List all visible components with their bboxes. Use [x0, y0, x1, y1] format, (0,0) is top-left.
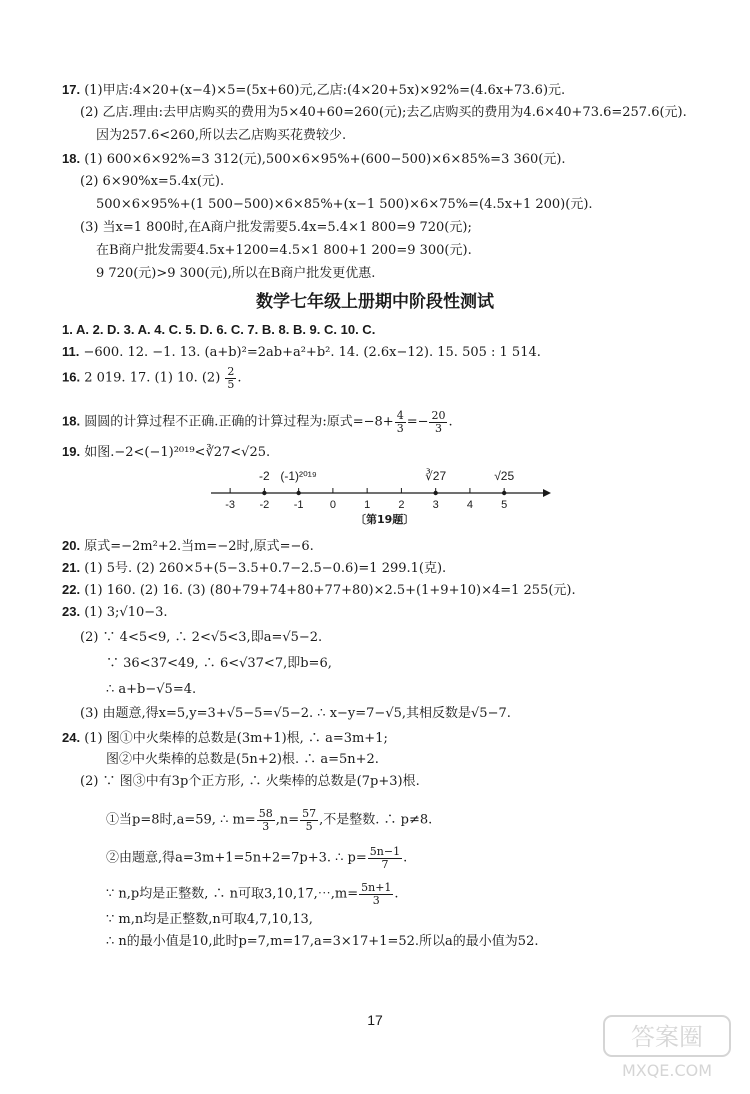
watermark-text: 答案圈	[631, 1023, 703, 1051]
number-line-tick-label: 5	[501, 499, 508, 511]
number-line-tick-label: 2	[398, 499, 405, 511]
answer-19: 19. 如图.−2<(−1)²⁰¹⁹<∛27<√25.	[62, 444, 271, 460]
answer-23-1: 23. (1) 3;√10−3.	[62, 604, 168, 620]
watermark-logo-icon	[602, 1014, 732, 1082]
answer-17-1: 17. (1)甲店:4×20+(x−4)×5=(5x+60)元,乙店:(4×20+5x)×92%=(4.6x+73.6)元.	[62, 82, 566, 98]
answer-24-2-a: ①当p=8时,a=59, ∴ m= $\frac{58}{3}$ ,n= $\frac{57}{5}$ ,不是整数. ∴ p≠8.	[106, 807, 433, 833]
answer-23-2-b: ∵ 36<37<49, ∴ 6<√37<7,即b=6,	[106, 656, 332, 671]
section-title: 数学七年级上册期中阶段性测试	[256, 292, 494, 312]
fraction-2-5: $\frac{2}{5}$	[227, 365, 235, 391]
answer-24-1-b: 图②中火柴棒的总数是(5n+2)根. ∴ a=5n+2.	[106, 752, 379, 767]
number-line-tick-label: -3	[225, 499, 236, 511]
number-line-point-label: √25	[494, 469, 515, 483]
answer-24-2-e: ∴ n的最小值是10,此时p=7,m=17,a=3×17+1=52.所以a的最小值为52.	[106, 934, 539, 949]
answer-21: 21. (1) 5号. (2) 260×5+(5−3.5+0.7−2.5−0.6)=1 299.1(克).	[62, 560, 447, 576]
answers-16-17: 16. 2 019. 17. (1) 10. (2) $\frac{2}{5}$ .	[62, 365, 242, 391]
arrow-head-icon	[543, 489, 551, 497]
number-line-point	[502, 491, 506, 495]
answer-23-2-c: ∴ a+b−√5=4.	[106, 682, 197, 697]
number-line-tick-label: 0	[329, 499, 336, 511]
answer-24-2-c: ∵ n,p均是正整数, ∴ n可取3,10,17,⋯,m= $\frac{5n+1}{3}$ .	[106, 881, 399, 907]
answer-23-3: (3) 由题意,得x=5,y=3+√5−5=√5−2. ∴ x−y=7−√5,其相反数是√5−7.	[80, 706, 511, 721]
answer-17-2: (2) 乙店.理由:去甲店购买的费用为5×40+60=260(元);去乙店购买的费用为4.6×40+73.6=257.6(元).	[80, 105, 687, 120]
number-line-point	[296, 491, 300, 495]
answer-24-2: (2) ∵ 图③中有3p个正方形, ∴ 火柴棒的总数是(7p+3)根.	[80, 774, 420, 789]
number-line-point-label: (-1)²⁰¹⁹	[280, 469, 317, 483]
answer-20: 20. 原式=−2m²+2.当m=−2时,原式=−6.	[62, 538, 314, 554]
figure-caption: 〔第19题〕	[355, 513, 415, 526]
answer-24-2-b: ②由题意,得a=3m+1=5n+2=7p+3. ∴ p= $\frac{5n-1}{7}$ .	[106, 845, 408, 871]
answer-18-2: (2) 6×90%x=5.4x(元).	[80, 174, 225, 189]
answer-17-2-cont: 因为257.6<260,所以去乙店购买花费较少.	[96, 128, 347, 143]
watermark-site: MXQE.COM	[621, 1061, 713, 1080]
number-line-point	[433, 491, 437, 495]
answer-24-2-d: ∵ m,n均是正整数,n可取4,7,10,13,	[106, 912, 313, 927]
answer-18-3-cont: 在B商户批发需要4.5x+1200=4.5×1 800+1 200=9 300(元).	[96, 243, 472, 258]
answer-18-mid: 18. 圆圆的计算过程不正确.正确的计算过程为:原式=−8+ $\frac{4}{3}$ =− $\frac{20}{3}$ .	[62, 409, 453, 435]
answer-24-1: 24. (1) 图①中火柴棒的总数是(3m+1)根, ∴ a=3m+1;	[62, 730, 388, 746]
answer-22: 22. (1) 160. (2) 16. (3) (80+79+74+80+77+80)×2.5+(1+9+10)×4=1 255(元).	[62, 582, 576, 598]
answer-23-2: (2) ∵ 4<5<9, ∴ 2<√5<3,即a=√5−2.	[80, 630, 323, 645]
number-line-point-label: ∛27	[425, 469, 447, 483]
number-line-tick-label: 3	[432, 499, 439, 511]
choice-answers: 1. A. 2. D. 3. A. 4. C. 5. D. 6. C. 7. B. 8. B. 9. C. 10. C.	[62, 322, 376, 337]
page-number: 17	[367, 1012, 383, 1028]
number-line-tick-label: -2	[259, 499, 270, 511]
number-line-tick-label: 4	[466, 499, 473, 511]
number-line-point	[262, 491, 266, 495]
answers-11-15: 11. −600. 12. −1. 13. (a+b)²=2ab+a²+b². 14. (2.6x−12). 15. 505 : 1 514.	[62, 344, 541, 360]
answer-18-1: 18. (1) 600×6×92%=3 312(元),500×6×95%+(600−500)×6×85%=3 360(元).	[62, 151, 566, 167]
answer-18-3: (3) 当x=1 800时,在A商户批发需要5.4x=5.4×1 800=9 720(元);	[80, 220, 472, 235]
answer-18-3-end: 9 720(元)>9 300(元),所以在B商户批发更优惠.	[96, 266, 376, 281]
number-line-tick-label: 1	[364, 499, 371, 511]
answer-18-2-cont: 500×6×95%+(1 500−500)×6×85%+(x−1 500)×6×75%=(4.5x+1 200)(元).	[96, 197, 593, 212]
number-line-tick-label: -1	[293, 499, 304, 511]
number-line-point-label: -2	[259, 469, 270, 483]
